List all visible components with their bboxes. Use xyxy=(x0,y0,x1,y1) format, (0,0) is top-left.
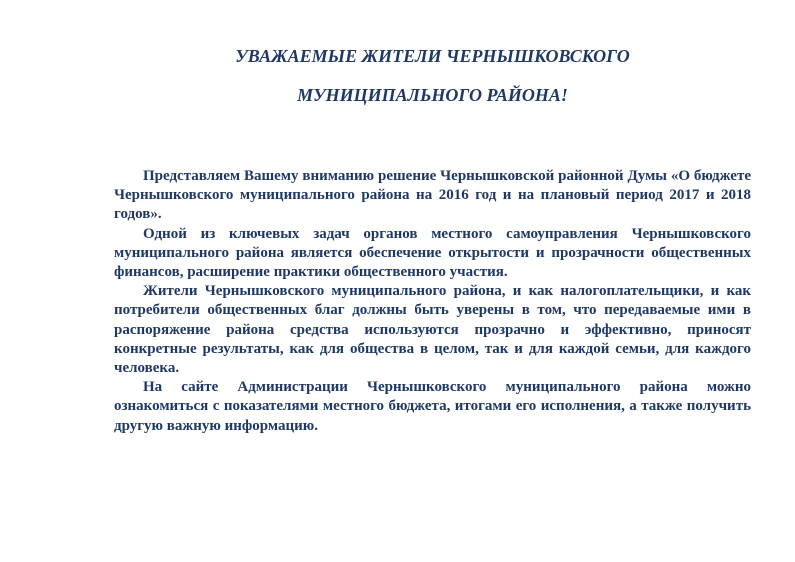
paragraph-website-info: На сайте Администрации Чернышковского муниципального района можно ознакомиться с показателями местного бюджета, итогами его исполнения, а также получить другую важную информацию. xyxy=(114,379,751,434)
paragraph-key-tasks: Одной из ключевых задач органов местного самоуправления Чернышковского муниципального района является обеспечение открытости и прозрачности общественных финансов, расширение практики общественного участия. xyxy=(114,225,751,281)
page-title-line-2: МУНИЦИПАЛЬНОГО РАЙОНА! xyxy=(297,85,568,105)
paragraph-budget-decision: Представляем Вашему вниманию решение Чернышковской районной Думы «О бюджете Чернышковского муниципального района на 2016 год и на плановый период 2017 и 2018 годов». xyxy=(114,168,751,223)
paragraph-residents: Жители Чернышковского муниципального района, и как налогоплательщики, и как потребители общественных благ должны быть уверены в том, что передаваемые ими в распоряжение района средства используются прозрачно и эффективно, приносят конкретные результаты, как для общества в целом, так и для каждой семьи, для каждого человека. xyxy=(114,283,751,377)
page-title-line-1: УВАЖАЕМЫЕ ЖИТЕЛИ ЧЕРНЫШКОВСКОГО xyxy=(235,46,630,66)
document-body xyxy=(114,167,751,436)
